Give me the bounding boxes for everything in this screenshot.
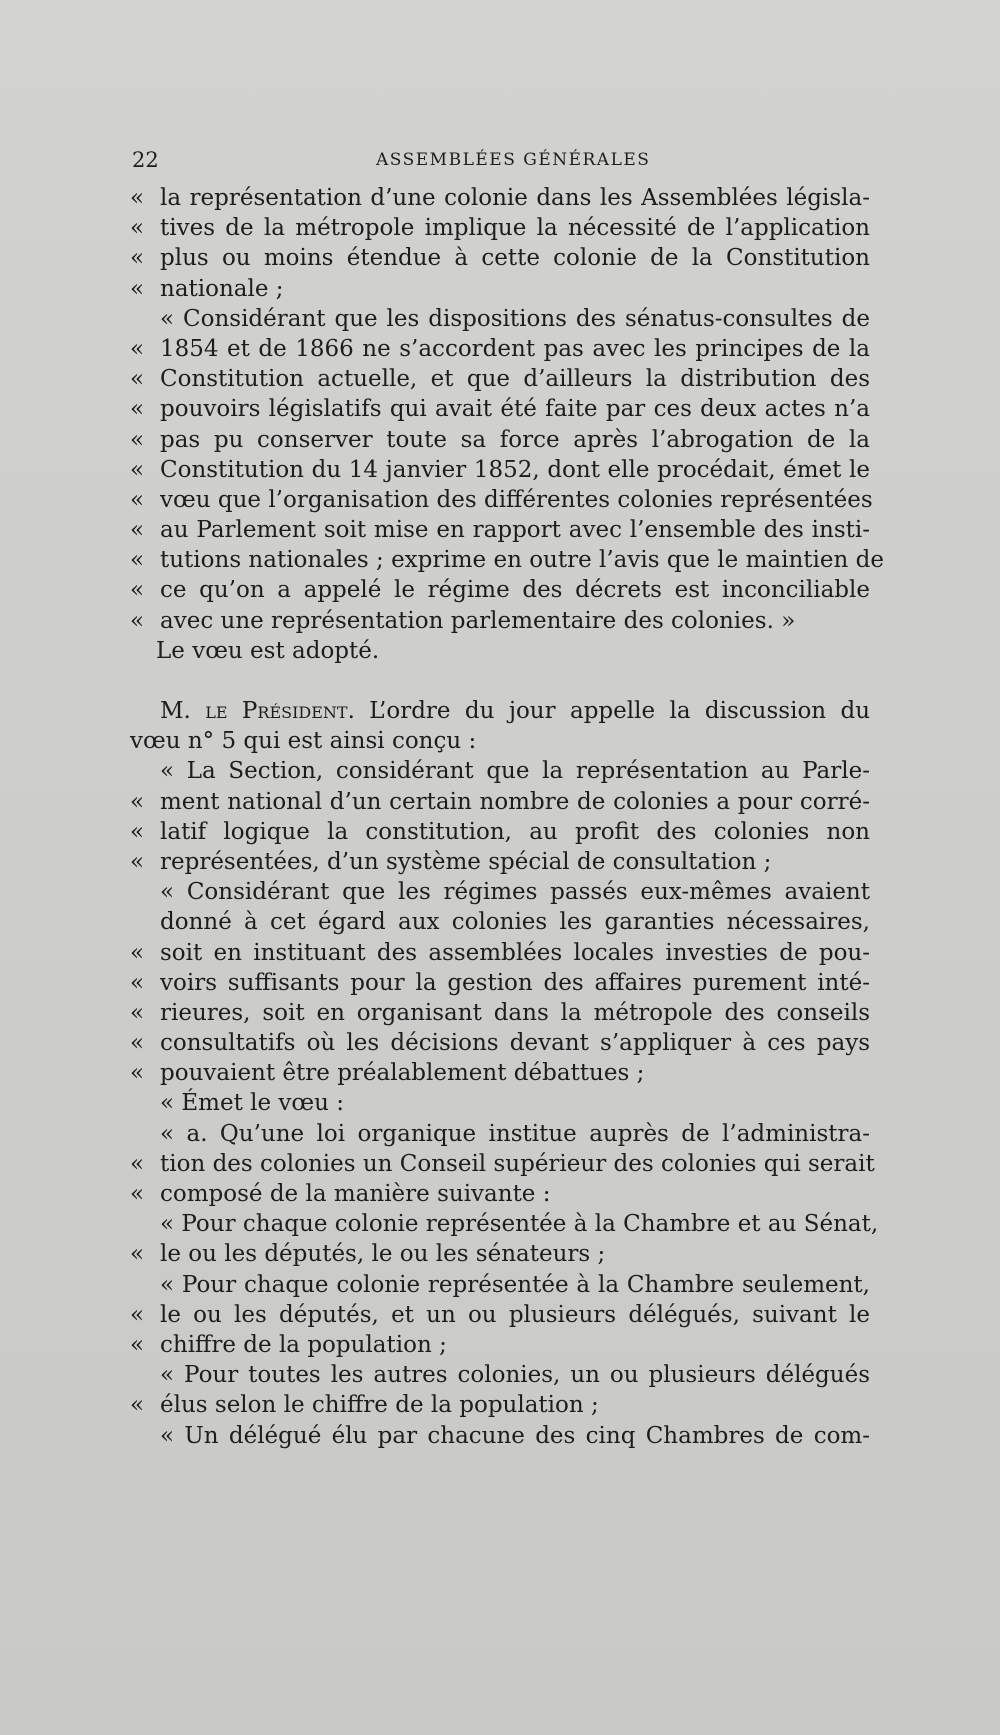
text-line (130, 1270, 870, 1300)
text-line (130, 817, 870, 847)
line-text: représentées, d’un système spécial de consultation ; (160, 848, 772, 875)
text-line (130, 756, 870, 786)
line-text: le ou les députés, et un ou plusieurs délégués, suivant le (160, 1301, 870, 1328)
text-line (130, 847, 870, 877)
line-text: au Parlement soit mise en rapport avec l’ensemble des insti- (160, 517, 870, 544)
text-line (130, 787, 870, 817)
quote-mark: « (130, 1241, 145, 1268)
speaker-text: L’ordre du jour appelle la discussion du (369, 698, 871, 724)
line-text: composé de la manière suivante : (160, 1181, 551, 1207)
text-line (130, 1088, 870, 1118)
line-text: « Considérant que les dispositions des sénatus-consultes de (160, 305, 870, 332)
quote-mark: « (130, 1150, 145, 1177)
text-line (130, 425, 870, 455)
text-line (130, 213, 870, 243)
quote-mark: « (130, 486, 145, 513)
text-line (130, 1119, 870, 1149)
line-text: « La Section, considérant que la représentation au Parle- (160, 758, 870, 785)
page-body (130, 183, 884, 1451)
vote-result: Le vœu est adopté. (156, 637, 380, 664)
quote-mark: « (130, 517, 145, 544)
quote-mark: « (130, 1331, 145, 1358)
page-header (132, 148, 872, 172)
text-line (130, 1421, 870, 1451)
quote-mark: « (130, 426, 145, 453)
line-text: tutions nationales ; exprime en outre l’avis que le maintien de (160, 547, 884, 574)
text-line (130, 1058, 870, 1088)
quote-mark: « (130, 1060, 145, 1087)
quote-mark: « (130, 577, 145, 604)
quote-mark: « (130, 335, 145, 362)
line-text: consultatifs où les décisions devant s’appliquer à ces pays (160, 1030, 870, 1057)
line-text: donné à cet égard aux colonies les garanties nécessaires, (160, 909, 870, 936)
line-text: Constitution actuelle, et que d’ailleurs la distribution des (160, 366, 870, 393)
line-text: tion des colonies un Conseil supérieur des colonies qui serait (160, 1150, 875, 1177)
quote-mark: « (130, 547, 145, 574)
quote-mark: « (130, 788, 145, 815)
text-line (130, 1239, 870, 1269)
line-text: vœu que l’organisation des différentes colonies représentées (160, 486, 873, 513)
text-line (130, 1028, 870, 1058)
line-text: « Pour toutes les autres colonies, un ou plusieurs délégués (160, 1362, 870, 1389)
text-line (130, 938, 870, 968)
line-text: la représentation d’une colonie dans les Assemblées législa- (160, 185, 870, 211)
text-line (130, 606, 870, 636)
text-line (130, 274, 870, 304)
paragraph-gap (130, 666, 870, 696)
line-text: tives de la métropole implique la nécessité de l’application (160, 215, 870, 242)
line-text: ce qu’on a appelé le régime des décrets est inconciliable (160, 577, 870, 604)
page-number: 22 (132, 148, 159, 172)
quote-mark: « (130, 185, 145, 211)
quote-mark: « (130, 1030, 145, 1057)
line-text: « Émet le vœu : (160, 1090, 345, 1117)
line-text: soit en instituant des assemblées locales investies de pou- (160, 939, 870, 966)
line-text: chiffre de la population ; (160, 1331, 447, 1358)
quote-mark: « (130, 366, 145, 393)
line-text: ment national d’un certain nombre de colonies a pour corré- (160, 788, 870, 815)
line-text: « Pour chaque colonie représentée à la Chambre et au Sénat, (160, 1211, 879, 1238)
line-text: pas pu conserver toute sa force après l’abrogation de la (160, 426, 870, 453)
line-text: le ou les députés, le ou les sénateurs ; (160, 1241, 606, 1268)
text-line (130, 485, 873, 515)
text-line (130, 998, 870, 1028)
quote-mark: « (130, 999, 145, 1026)
line-text: avec une représentation parlementaire des colonies. » (160, 607, 796, 634)
quote-mark: « (130, 396, 145, 423)
line-text: pouvoirs législatifs qui avait été faite par ces deux actes n’a (160, 396, 870, 423)
line-text: plus ou moins étendue à cette colonie de la Constitution (160, 245, 870, 272)
text-line (130, 334, 870, 364)
line-text (160, 696, 870, 726)
quote-mark: « (130, 215, 145, 242)
text-line (130, 726, 870, 756)
quote-mark: « (130, 1181, 145, 1207)
line-text: pouvaient être préalablement débattues ; (160, 1060, 645, 1087)
line-text: vœu n° 5 qui est ainsi conçu : (130, 728, 477, 755)
quote-mark: « (130, 607, 145, 634)
line-text: « Pour chaque colonie représentée à la Chambre seulement, (160, 1271, 870, 1298)
text-line (130, 545, 884, 575)
line-text: « a. Qu’une loi organique institue auprès de l’administra- (160, 1120, 870, 1147)
text-line (130, 877, 870, 907)
text-line (130, 364, 870, 394)
line-text: nationale ; (160, 275, 284, 302)
line-text: 1854 et de 1866 ne s’accordent pas avec les principes de la (160, 335, 870, 362)
quote-mark: « (130, 969, 145, 996)
line-text: élus selon le chiffre de la population ; (160, 1392, 599, 1419)
text-line (130, 907, 870, 937)
quote-mark: « (130, 245, 145, 272)
text-line (130, 1300, 870, 1330)
quote-mark: « (130, 275, 145, 302)
line-text: Constitution du 14 janvier 1852, dont elle procédait, émet le (160, 456, 870, 483)
line-text: latif logique la constitution, au profit des colonies non (160, 818, 870, 845)
text-line (130, 575, 870, 605)
text-line (130, 1360, 870, 1390)
quote-mark: « (130, 1301, 145, 1328)
text-line (130, 183, 870, 213)
quote-mark: « (130, 848, 145, 875)
quote-mark: « (130, 456, 145, 483)
text-line (130, 1209, 879, 1239)
text-line (130, 1330, 870, 1360)
text-line (130, 1390, 870, 1420)
text-line (130, 696, 870, 726)
text-line (130, 243, 870, 273)
text-line (130, 394, 870, 424)
line-text: « Considérant que les régimes passés eux-mêmes avaient (160, 879, 870, 906)
text-line (130, 515, 870, 545)
text-line (130, 1149, 875, 1179)
quote-mark: « (130, 1392, 145, 1419)
text-line (130, 1179, 870, 1209)
text-line (130, 636, 870, 666)
line-text: voirs suffisants pour la gestion des affaires purement inté- (160, 969, 870, 996)
line-text: rieures, soit en organisant dans la métropole des conseils (160, 999, 870, 1026)
quote-mark: « (130, 939, 145, 966)
speaker-label: M. le Président. (160, 698, 355, 724)
running-title: ASSEMBLÉES GÉNÉRALES (376, 150, 651, 170)
text-line (130, 968, 870, 998)
line-text: « Un délégué élu par chacune des cinq Chambres de com- (160, 1422, 870, 1449)
quote-mark: « (130, 818, 145, 845)
text-line (130, 455, 870, 485)
text-line (130, 304, 870, 334)
